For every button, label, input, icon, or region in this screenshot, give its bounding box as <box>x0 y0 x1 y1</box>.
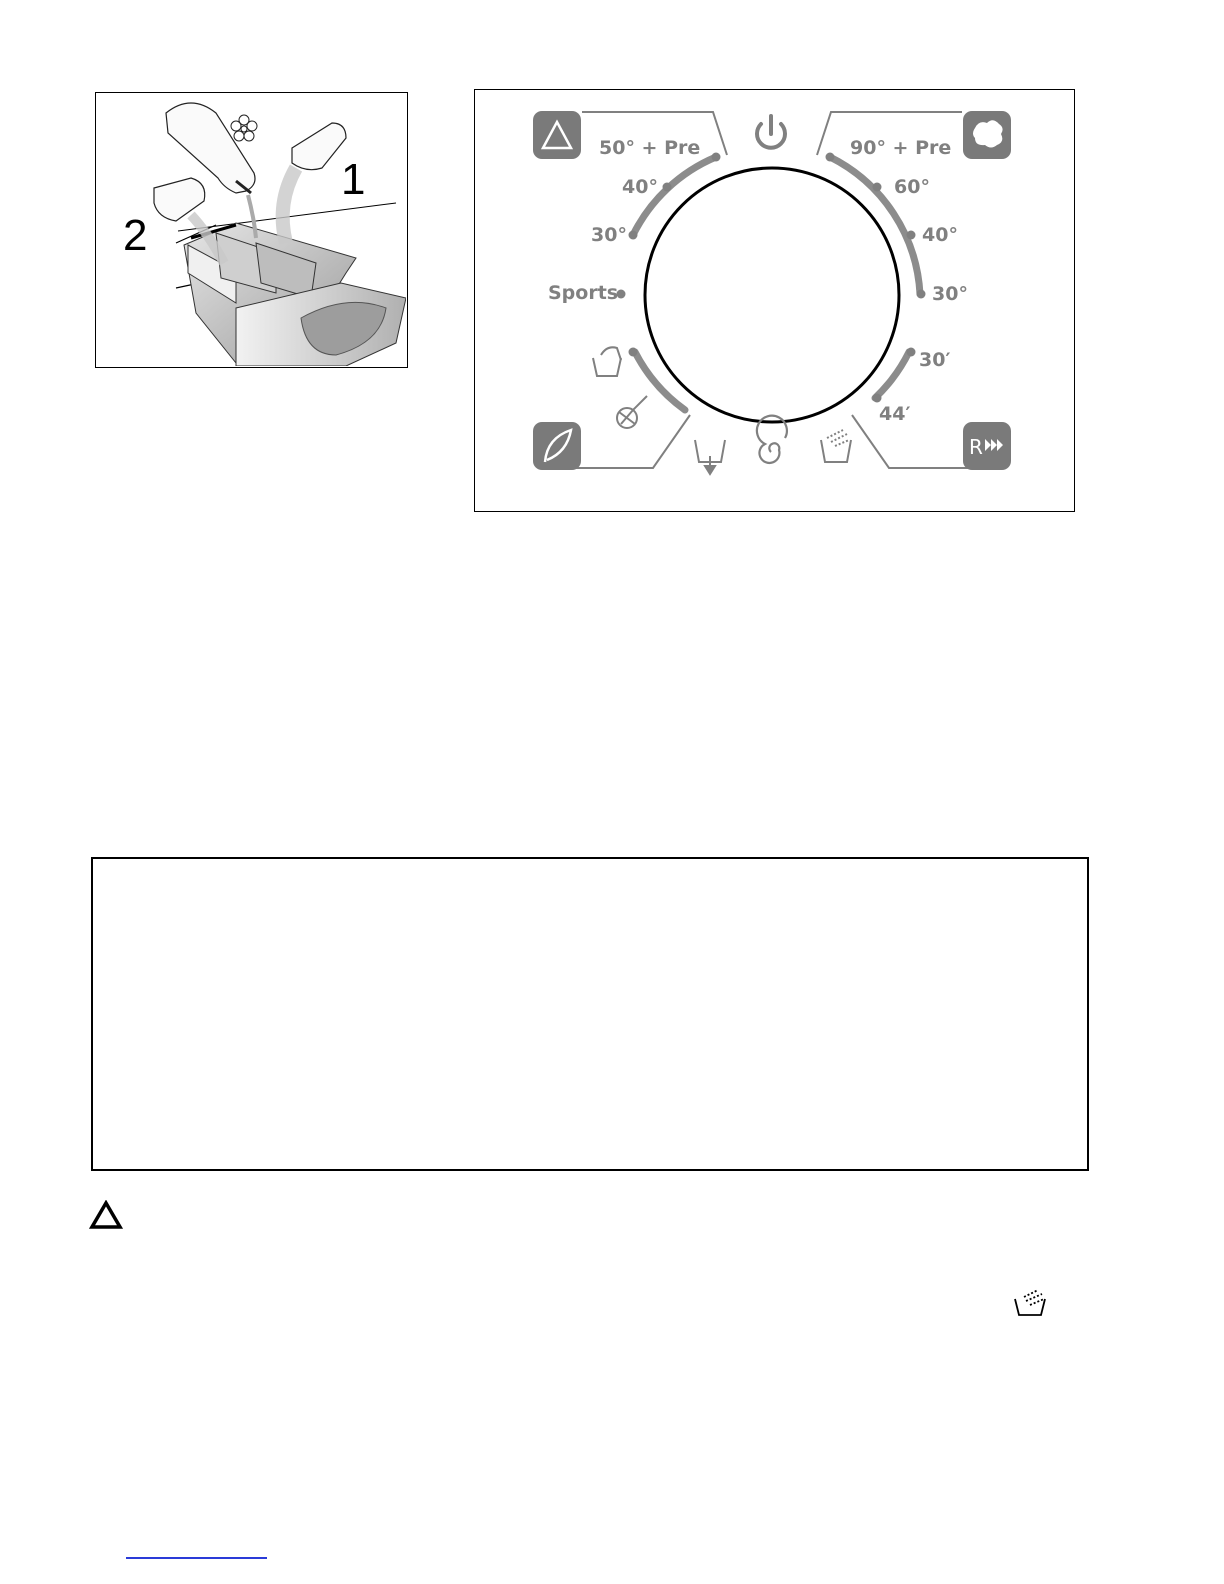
synthetics-icon <box>533 111 581 159</box>
label-50-pre: 50° + Pre <box>599 137 701 159</box>
flower-icon <box>231 115 257 141</box>
footer-link[interactable] <box>126 1557 267 1559</box>
label-right-40: 40° <box>922 224 958 246</box>
quick-icon <box>963 422 1011 470</box>
label-90-pre: 90° + Pre <box>850 137 952 159</box>
rinse-icon <box>1012 1287 1048 1319</box>
label-left-40: 40° <box>622 176 658 198</box>
delicates-icon <box>533 422 581 470</box>
label-30-min: 30′ <box>919 349 951 371</box>
drain-icon <box>695 440 725 474</box>
programme-dial-panel <box>474 89 1075 512</box>
label-right-30: 30° <box>932 283 968 305</box>
notice-box <box>91 857 1089 1171</box>
dispenser-figure <box>95 92 408 368</box>
label-left-30: 30° <box>591 224 627 246</box>
detergent-cup-1 <box>283 123 346 243</box>
selector-knob[interactable] <box>645 168 899 422</box>
wool-icon <box>617 396 647 428</box>
compartment-2-label: 2 <box>123 211 148 260</box>
label-sports: Sports <box>548 282 619 304</box>
cotton-icon <box>963 111 1011 159</box>
svg-text:R: R <box>969 435 983 459</box>
rinse-icon <box>821 430 851 462</box>
label-right-60: 60° <box>894 176 930 198</box>
hand-wash-icon <box>593 347 621 376</box>
compartment-1-label: 1 <box>341 155 366 204</box>
warning-triangle-icon <box>89 1200 123 1230</box>
label-44-min: 44′ <box>879 403 911 425</box>
power-icon <box>757 116 785 148</box>
